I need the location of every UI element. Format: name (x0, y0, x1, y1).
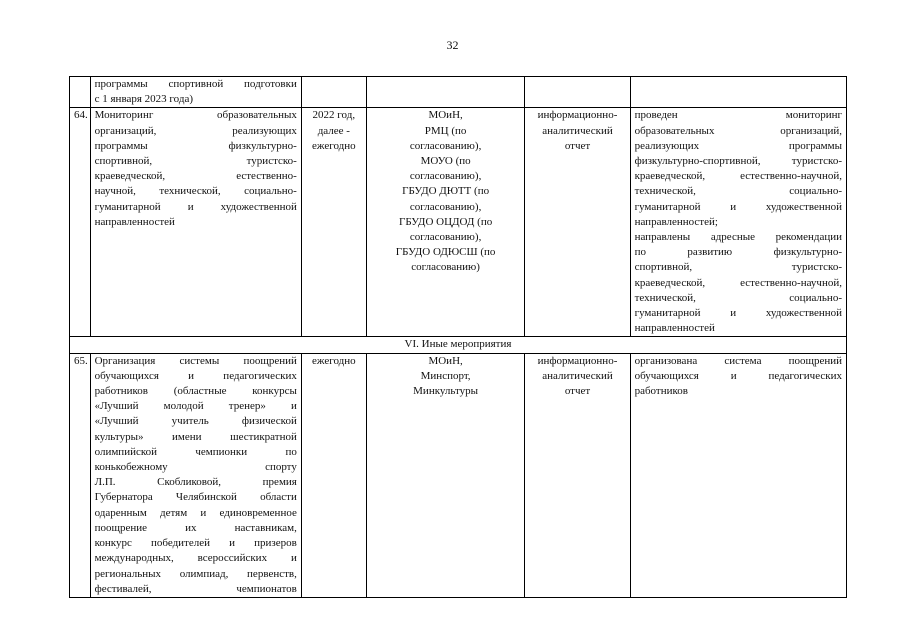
text-line: 2022 год, (312, 109, 356, 122)
cell-form (525, 77, 630, 108)
row-number: 65. (70, 353, 91, 597)
text-line: с 1 января 2023 года) (94, 93, 193, 106)
text-line: МОиН, (428, 354, 463, 367)
cell-form (525, 108, 630, 337)
text-line: ежегодно (312, 139, 356, 152)
text-line: конкурс победителей и призеров (94, 537, 297, 550)
table-row-65 (70, 353, 847, 597)
text-line: олимпийской чемпионки по (94, 445, 297, 458)
row-number: 64. (70, 108, 91, 337)
text-line: по развитию физкультурно- (634, 246, 842, 259)
text-line: согласованию), (409, 231, 482, 244)
cell-result (630, 77, 846, 108)
text-line: отчет (564, 139, 591, 152)
text-line: Организация системы поощрений (94, 354, 297, 367)
text-line: отчет (564, 385, 591, 398)
cell-name (90, 77, 301, 108)
cell-executor (366, 108, 525, 337)
text-line: ГБУДО ДЮТТ (по (402, 185, 490, 198)
text-line: региональных олимпиад, первенств, (94, 567, 297, 580)
text-line: организована система поощрений (634, 354, 842, 367)
text-line: программы спортивной подготовки (94, 78, 297, 90)
text-line: МОиН, (428, 109, 463, 122)
text-line: согласованию), (409, 170, 482, 183)
cell-form (525, 353, 630, 597)
text-line: обучающихся и педагогических (94, 369, 297, 382)
text-line: международных, всероссийских и (94, 552, 297, 565)
text-line: ГБУДО ОЦДОД (по (398, 215, 493, 228)
text-line: спортивной, туристско- (634, 261, 842, 274)
cell-term (301, 77, 366, 108)
text-line: далее - (317, 124, 350, 137)
section-header-row (70, 337, 847, 353)
text-line: реализующих программы (634, 139, 842, 152)
text-line: Л.П. Скобликовой, премия (94, 476, 297, 489)
cell-result (630, 108, 846, 337)
text-line: организаций, реализующих (94, 124, 297, 137)
text-line: научной, технической, социально- (94, 185, 297, 198)
text-line: культуры» имени шестикратной (94, 430, 297, 443)
text-line: технической, социально- (634, 185, 842, 198)
table-row-64 (70, 108, 847, 337)
text-line: ГБУДО ОДЮСШ (по (395, 246, 496, 259)
page-number: 32 (446, 38, 459, 52)
cell-name (90, 353, 301, 597)
cell-num (70, 77, 91, 108)
text-line: краеведческой, естественно- (94, 170, 297, 183)
plan-table (69, 76, 847, 598)
text-line: Губернатора Челябинской области (94, 491, 297, 504)
cell-executor (366, 353, 525, 597)
text-line: образовательных организаций, (634, 124, 842, 137)
text-line: краеведческой, естественно-научной, (634, 170, 842, 183)
text-line: РМЦ (по (424, 124, 467, 137)
text-line: Минкультуры (413, 385, 479, 398)
text-line: технической, социально- (634, 291, 842, 304)
text-line: одаренным детям и единовременное (94, 506, 297, 519)
cell-result (630, 353, 846, 597)
text-line: конькобежному спорту (94, 461, 297, 474)
text-line: аналитический (542, 369, 613, 382)
text-line: программы физкультурно- (94, 139, 297, 152)
text-line: Минспорт, (420, 369, 471, 382)
text-line: спортивной, туристско- (94, 155, 297, 168)
text-line: фестивалей, чемпионатов (94, 582, 297, 595)
text-line: гуманитарной и художественной (634, 200, 842, 213)
text-line: направленностей (94, 215, 175, 228)
text-line: направлены адресные рекомендации (634, 231, 842, 244)
cell-name (90, 108, 301, 337)
cell-executor (366, 77, 525, 108)
table-row-continuation (70, 77, 847, 108)
section-title: VI. Иные мероприятия (70, 337, 847, 353)
text-line: «Лучший молодой тренер» и (94, 400, 297, 413)
text-line: поощрение их наставникам, (94, 521, 297, 534)
text-line: работников (областные конкурсы (94, 385, 297, 398)
text-line: работников (634, 385, 688, 398)
text-line: согласованию), (409, 200, 482, 213)
text-line: гуманитарной и художественной (634, 307, 842, 320)
text-line: обучающихся и педагогических (634, 369, 842, 382)
text-line: проведен мониторинг (634, 109, 842, 122)
text-line: МОУО (по (420, 155, 471, 168)
text-line: Мониторинг образовательных (94, 109, 297, 122)
text-line: информационно- (537, 354, 618, 367)
text-line: информационно- (537, 109, 618, 122)
text-line: согласованию), (409, 139, 482, 152)
text-line: аналитический (542, 124, 613, 137)
text-line: направленностей; (634, 215, 718, 228)
text-line: гуманитарной и художественной (94, 200, 297, 213)
cell-term (301, 353, 366, 597)
text-line: согласованию) (411, 261, 480, 274)
cell-term (301, 108, 366, 337)
text-line: «Лучший учитель физической (94, 415, 297, 428)
text-line: ежегодно (312, 354, 356, 367)
text-line: краеведческой, естественно-научной, (634, 276, 842, 289)
text-line: направленностей (634, 322, 715, 335)
text-line: физкультурно-спортивной, туристско- (634, 155, 842, 168)
